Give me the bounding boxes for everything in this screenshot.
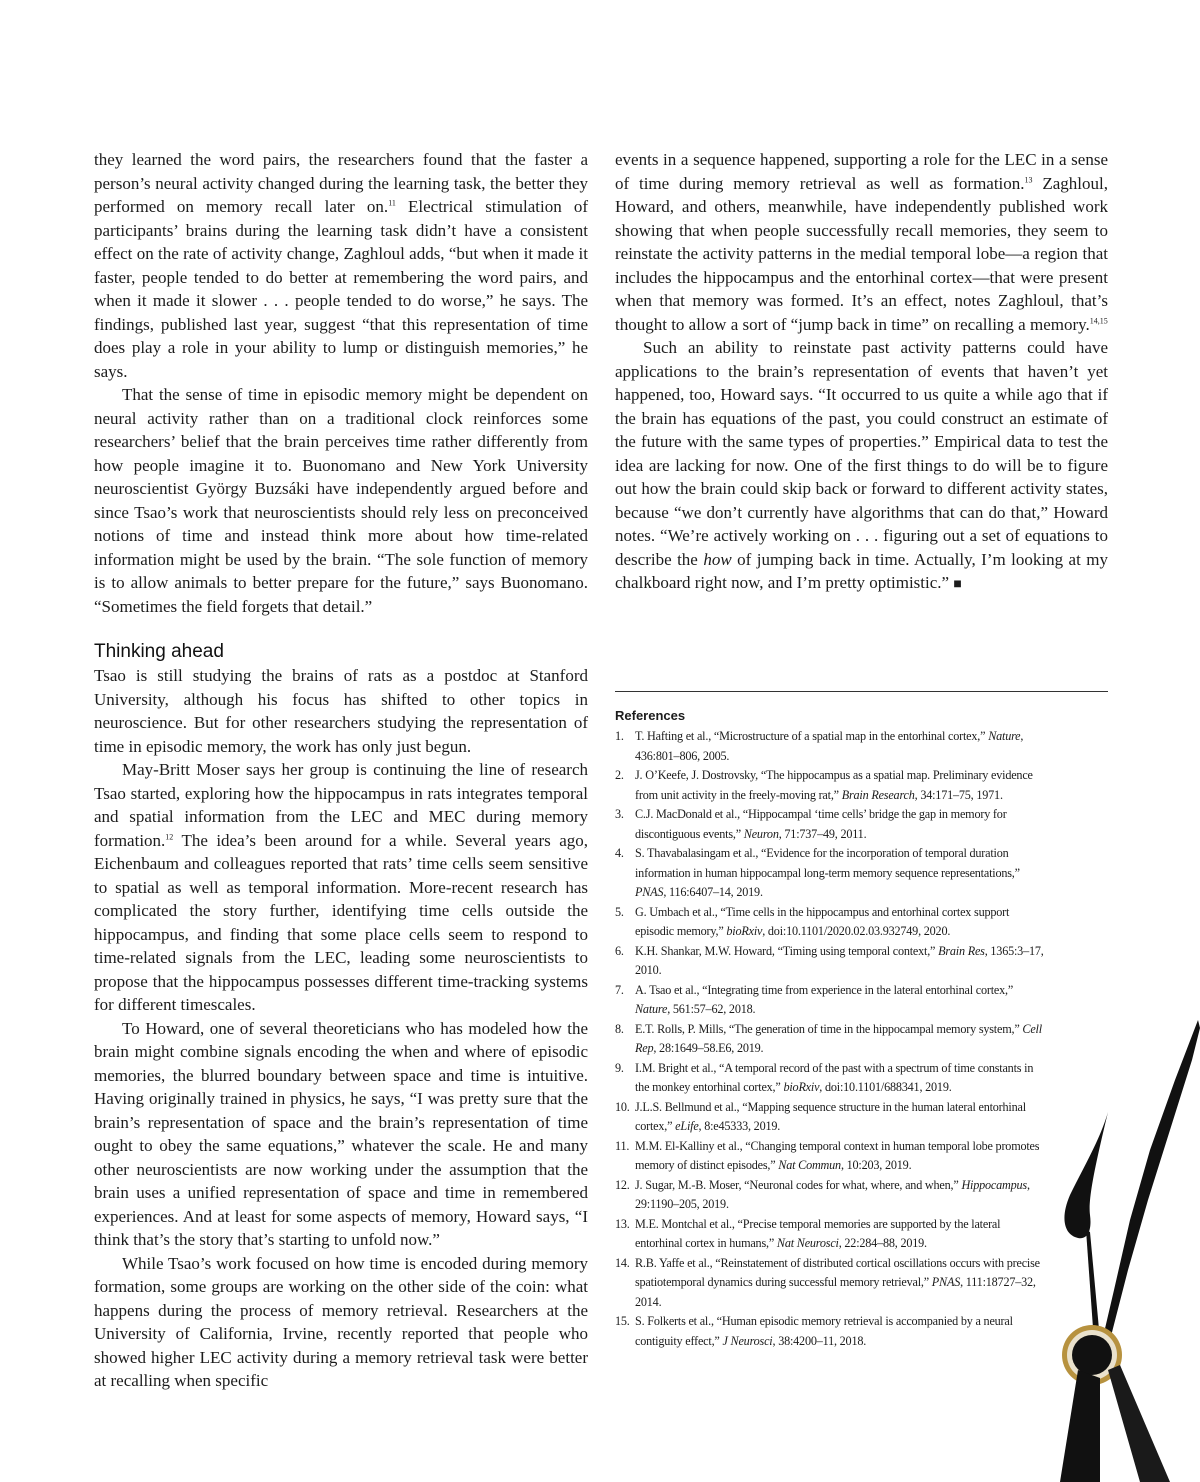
reference-item bbox=[615, 1312, 1045, 1351]
reference-item bbox=[615, 727, 1045, 766]
reference-text: J. O’Keefe, J. Dostrovsky, “The hippocampus as a spatial map. Preliminary evidence from unit activity in the freely-moving rat,” Brain Research, 34:171–75, 1971. bbox=[635, 768, 1033, 802]
citation-superscript: 14,15 bbox=[1089, 315, 1108, 325]
reference-number: 4. bbox=[615, 846, 624, 860]
reference-text: I.M. Bright et al., “A temporal record of the past with a spectrum of time constants in the monkey entorhinal cortex,” bioRxiv, doi:10.1101/688341, 2019. bbox=[635, 1060, 1034, 1094]
paragraph-text: Electrical stimulation of participants’ brains during the learning task didn’t have a consistent effect on the rate of activity change, Zaghloul adds, “but when it made it faster, people tended to do better at remembering the word pairs, and when it made it slower . . . people tended to do worse,” he says. The findings, published last year, suggest “that this representation of time does play a role in your ability to lump or distinguish memories,” he says. bbox=[94, 197, 588, 381]
journal-name: Nature bbox=[635, 1002, 668, 1016]
body-paragraph: Tsao is still studying the brains of rats as a postdoc at Stanford University, although his focus has shifted to other topics in neuroscience. But for other researchers studying the representation of time in episodic memory, the work has only just begun. bbox=[94, 666, 588, 756]
references-title: References bbox=[615, 708, 686, 723]
reference-text: T. Hafting et al., “Microstructure of a spatial map in the entorhinal cortex,” Nature, 436:801–806, 2005. bbox=[635, 729, 1024, 763]
journal-name: Nat Neurosci bbox=[776, 1236, 839, 1250]
citation-superscript: 13 bbox=[1024, 174, 1033, 184]
reference-item bbox=[615, 1254, 1045, 1313]
divider bbox=[615, 691, 1108, 692]
reference-number: 8. bbox=[615, 1021, 624, 1036]
journal-name: bioRxiv bbox=[783, 1080, 820, 1094]
body-paragraph bbox=[615, 336, 1108, 597]
reference-item bbox=[615, 805, 1045, 844]
paragraph-text: May-Britt Moser says her group is continuing the line of research Tsao started, exploring how the hippocampus in rats integrates temporal and spatial information from the LEC and MEC during memory formation. bbox=[94, 760, 588, 850]
reference-text: M.E. Montchal et al., “Precise temporal memories are supported by the lateral entorhinal cortex in humans,” Nat Neurosci, 22:284–88, 2019. bbox=[635, 1216, 1001, 1250]
citation-superscript: 12 bbox=[165, 831, 174, 841]
body-paragraph bbox=[94, 148, 588, 383]
emphasis-text: how bbox=[703, 549, 732, 569]
reference-item bbox=[615, 1098, 1045, 1137]
reference-number: 6. bbox=[615, 943, 624, 958]
paragraph-text: events in a sequence happened, supporting a role for the LEC in a sense of time during memory retrieval as well as formation. bbox=[615, 150, 1108, 193]
reference-text: J. Sugar, M.-B. Moser, “Neuronal codes for what, where, and when,” Hippocampus, 29:1190–205, 2019. bbox=[635, 1177, 1030, 1211]
journal-name: Neuron bbox=[743, 826, 779, 841]
journal-name: bioRxiv bbox=[726, 924, 763, 938]
journal-name: PNAS bbox=[635, 885, 664, 899]
journal-name: Cell Rep bbox=[635, 1021, 1042, 1055]
reference-number: 14. bbox=[615, 1255, 630, 1270]
reference-number: 12. bbox=[615, 1177, 630, 1192]
body-paragraph: To Howard, one of several theoreticians who has modeled how the brain might combine signals encoding the when and where of episodic memories, the blurred boundary between space and time is intuitive. Having originally trained in physics, he says, “I was pretty sure that the brain’s representation of space and the brain’s representation of time ought to obey the same equations,” whatever the scale. He and many other neuroscientists are now working under the assumption that the brain uses a unified representation of space and time in remembered experiences. And at least for some aspects of memory, Howard says, “I think that’s the story that’s starting to unfold now.” bbox=[94, 1018, 588, 1249]
journal-name: Hippocampus bbox=[961, 1177, 1027, 1192]
end-mark-icon: ■ bbox=[953, 577, 962, 592]
reference-text: K.H. Shankar, M.W. Howard, “Timing using temporal context,” Brain Res, 1365:3–17, 2010. bbox=[635, 943, 1044, 977]
reference-text: C.J. MacDonald et al., “Hippocampal ‘time cells’ bridge the gap in memory for discontiguous events,” Neuron, 71:737–49, 2011. bbox=[635, 807, 1007, 841]
journal-name: eLife bbox=[675, 1119, 699, 1133]
clock-hands-icon bbox=[1030, 1020, 1200, 1482]
reference-text: R.B. Yaffe et al., “Reinstatement of distributed cortical oscillations occurs with precise spatiotemporal dynamics during successful memory retrieval,” PNAS, 111:18727–32, 2014. bbox=[635, 1255, 1040, 1309]
reference-text: A. Tsao et al., “Integrating time from experience in the lateral entorhinal cortex,” Nature, 561:57–62, 2018. bbox=[635, 982, 1014, 1016]
reference-number: 1. bbox=[615, 729, 624, 743]
journal-name: Nat Commun bbox=[778, 1158, 841, 1172]
body-paragraph bbox=[615, 148, 1108, 336]
reference-item bbox=[615, 903, 1045, 942]
reference-item bbox=[615, 942, 1045, 981]
reference-text: S. Thavabalasingam et al., “Evidence for the incorporation of temporal duration information in human hippocampal long-term memory sequence representations,” PNAS, 116:6407–14, 2019. bbox=[635, 846, 1020, 899]
reference-number: 2. bbox=[615, 768, 624, 782]
journal-name: PNAS bbox=[931, 1275, 961, 1289]
reference-item bbox=[615, 1020, 1045, 1059]
paragraph-text: they learned the word pairs, the researchers found that the faster a person’s neural activity changed during the learning task, the better they performed on memory recall later on. bbox=[94, 150, 588, 216]
reference-item bbox=[615, 1176, 1045, 1215]
reference-text: E.T. Rolls, P. Mills, “The generation of time in the hippocampal memory system,” Cell Rep, 28:1649–58.E6, 2019. bbox=[635, 1021, 1042, 1055]
reference-number: 11. bbox=[615, 1138, 630, 1153]
reference-item bbox=[615, 1137, 1045, 1176]
section-heading: Thinking ahead bbox=[94, 641, 224, 662]
paragraph-text: Zaghloul, Howard, and others, meanwhile, have independently published work showing that when people successfully recall memories, they seem to reinstate the activity patterns in the medial temporal lobe—a region that includes the hippocampus and the entorhinal cortex—that were present when that memory was formed. It’s an effect, notes Zaghloul, that’s thought to allow a sort of “jump back in time” on recalling a memory. bbox=[615, 173, 1108, 334]
reference-number: 15. bbox=[615, 1314, 630, 1328]
journal-name: Nature bbox=[988, 729, 1021, 743]
reference-number: 13. bbox=[615, 1216, 630, 1231]
body-paragraph bbox=[94, 758, 588, 1017]
body-paragraph: That the sense of time in episodic memory might be dependent on neural activity rather than on a traditional clock reinforces some researchers’ belief that the brain perceives time rather differently from how people imagine it to. Buonomano and New York University neuroscientist György Buzsáki have independently argued before and since Tsao’s work that neuroscientists should rely less on preconceived notions of time and instead think more about how time-related information might be used by the brain. “The sole function of memory is to allow animals to better prepare for the future,” says Buonomano. “Sometimes the field forgets that detail.” bbox=[94, 385, 588, 616]
citation-superscript: 11 bbox=[388, 198, 396, 208]
reference-item bbox=[615, 844, 1045, 903]
left-column bbox=[94, 148, 588, 1393]
reference-number: 9. bbox=[615, 1060, 624, 1075]
paragraph-text: Such an ability to reinstate past activity patterns could have applications to the brain’s representation of events that haven’t yet happened, too, Howard says. “It occurred to us quite a while ago that if the brain has equations of the past, you could construct an estimate of the future with the same types of properties.” Empirical data to test the idea are lacking for now. One of the first things to do will be to figure out how the brain could skip back or forward to different activity states, because “we don’t currently have algorithms that can do that,” Howard notes. “We’re actively working on . . . figuring out a set of equations to describe the bbox=[615, 338, 1108, 569]
journal-name: J Neurosci bbox=[722, 1333, 773, 1348]
reference-number: 5. bbox=[615, 904, 624, 919]
journal-name: Brain Research bbox=[841, 787, 915, 802]
reference-text: M.M. El-Kalliny et al., “Changing temporal context in human temporal lobe promotes memory of distinct episodes,” Nat Commun, 10:203, 2019. bbox=[635, 1138, 1040, 1172]
paragraph-text: The idea’s been around for a while. Several years ago, Eichenbaum and colleagues reported that rats’ time cells seem sensitive to spatial as well as temporal information. More-recent research has complicated the story further, identifying time cells outside the hippocampus, and finding that some place cells seem to respond to time-related signals from the LEC, leading some neuroscientists to propose that the hippocampus possesses different time-tracking systems for different timescales. bbox=[94, 830, 588, 1014]
right-column bbox=[615, 148, 1108, 597]
reference-number: 3. bbox=[615, 807, 624, 821]
reference-item bbox=[615, 1215, 1045, 1254]
reference-number: 10. bbox=[615, 1099, 630, 1114]
reference-text: G. Umbach et al., “Time cells in the hippocampus and entorhinal cortex support episodic memory,” bioRxiv, doi:10.1101/2020.02.03.932749, 2020. bbox=[635, 904, 1010, 938]
reference-number: 7. bbox=[615, 982, 624, 997]
body-paragraph: While Tsao’s work focused on how time is encoded during memory formation, some groups are working on the other side of the coin: what happens during the process of memory retrieval. Researchers at the University of California, Irvine, recently reported that people who showed higher LEC activity during a memory retrieval task were better at recalling when specific bbox=[94, 1253, 588, 1390]
paragraph-text: of jumping back in time. Actually, I’m looking at my chalkboard right now, and I’m pretty optimistic.” bbox=[615, 549, 1108, 592]
reference-text: S. Folkerts et al., “Human episodic memory retrieval is accompanied by a neural contiguity effect,” J Neurosci, 38:4200–11, 2018. bbox=[635, 1314, 1013, 1348]
reference-item bbox=[615, 981, 1045, 1020]
journal-name: Brain Res bbox=[938, 943, 985, 958]
reference-item bbox=[615, 1059, 1045, 1098]
reference-item bbox=[615, 766, 1045, 805]
reference-text: J.L.S. Bellmund et al., “Mapping sequence structure in the human lateral entorhinal cortex,” eLife, 8:e45333, 2019. bbox=[635, 1099, 1026, 1133]
